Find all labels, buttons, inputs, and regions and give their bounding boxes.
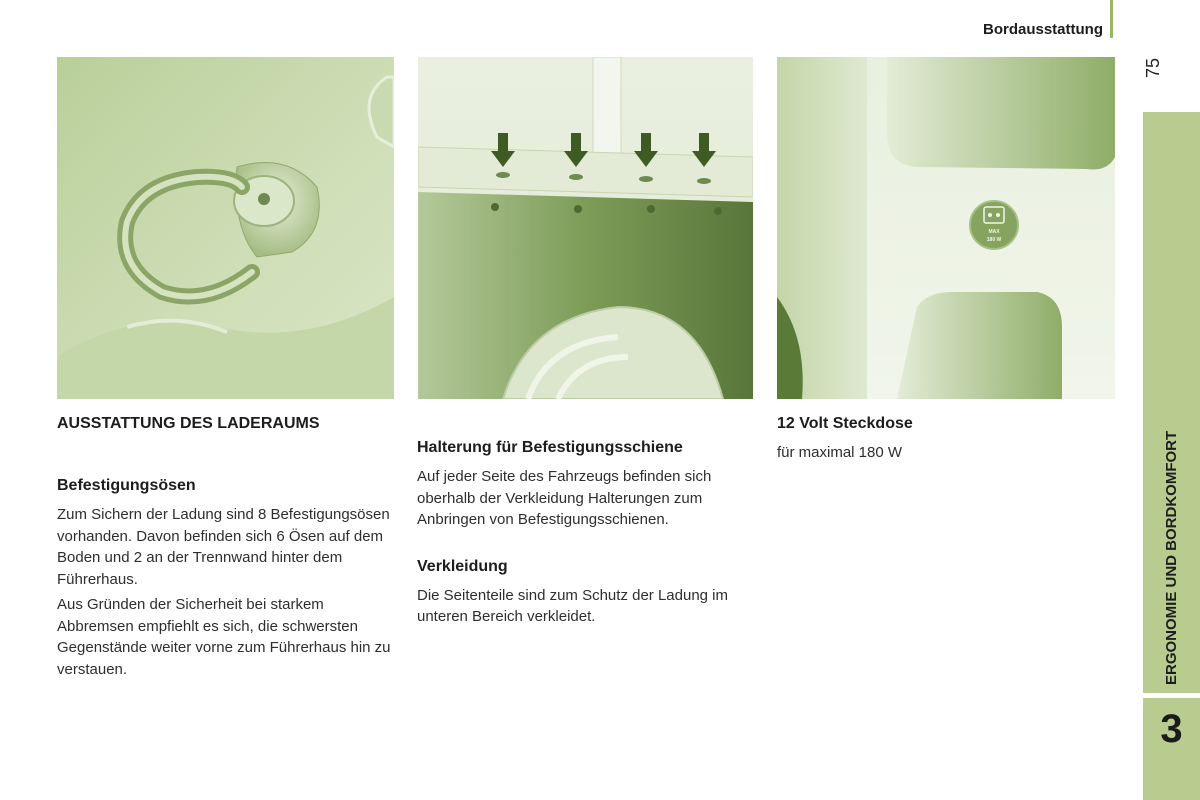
socket-wattage-label: 180 W bbox=[986, 237, 1002, 243]
body-paragraph: Aus Gründen der Sicherheit bei starkem Abbremsen empfiehlt es sich, die schwersten Gegenstände weiter vorne zum Führerhaus hin zu verstauen. bbox=[57, 596, 391, 678]
section-title: Bordausstattung bbox=[983, 21, 1103, 38]
cargo-equipment-column bbox=[57, 412, 397, 680]
subsection-heading: Halterung für Befestigungsschiene bbox=[417, 439, 683, 456]
body-paragraph: Die Seitenteile sind zum Schutz der Ladung im unteren Bereich verkleidet. bbox=[417, 586, 729, 625]
rail-holder-column bbox=[417, 412, 757, 628]
power-socket-column bbox=[777, 412, 1117, 464]
tie-down-eyelet-illustration bbox=[57, 57, 394, 399]
subsection-heading: Befestigungsösen bbox=[57, 477, 196, 494]
socket-max-label: MAX bbox=[988, 229, 1000, 235]
header-divider bbox=[1110, 0, 1113, 38]
subsection-heading: 12 Volt Steckdose bbox=[777, 415, 913, 432]
section-heading: AUSSTATTUNG DES LADERAUMS bbox=[57, 415, 320, 432]
chapter-number: 3 bbox=[1160, 707, 1183, 751]
rail-holder-illustration bbox=[418, 57, 753, 399]
page-number: 75 bbox=[1143, 57, 1163, 79]
body-paragraph: Zum Sichern der Ladung sind 8 Befestigungsösen vorhanden. Davon befinden sich 6 Ösen auf dem Boden und 2 an der Trennwand hinter dem Führerhaus. bbox=[57, 506, 390, 588]
body-paragraph: für maximal 180 W bbox=[777, 444, 903, 461]
chapter-label: ERGONOMIE UND BORDKOMFORT bbox=[1163, 430, 1180, 685]
subsection-heading: Verkleidung bbox=[417, 557, 508, 575]
body-paragraph: Auf jeder Seite des Fahrzeugs befinden sich oberhalb der Verkleidung Halterungen zum Anbringen von Befestigungsschienen. bbox=[417, 468, 712, 528]
chapter-tab-divider bbox=[1143, 693, 1200, 698]
power-socket-illustration bbox=[777, 57, 1115, 399]
